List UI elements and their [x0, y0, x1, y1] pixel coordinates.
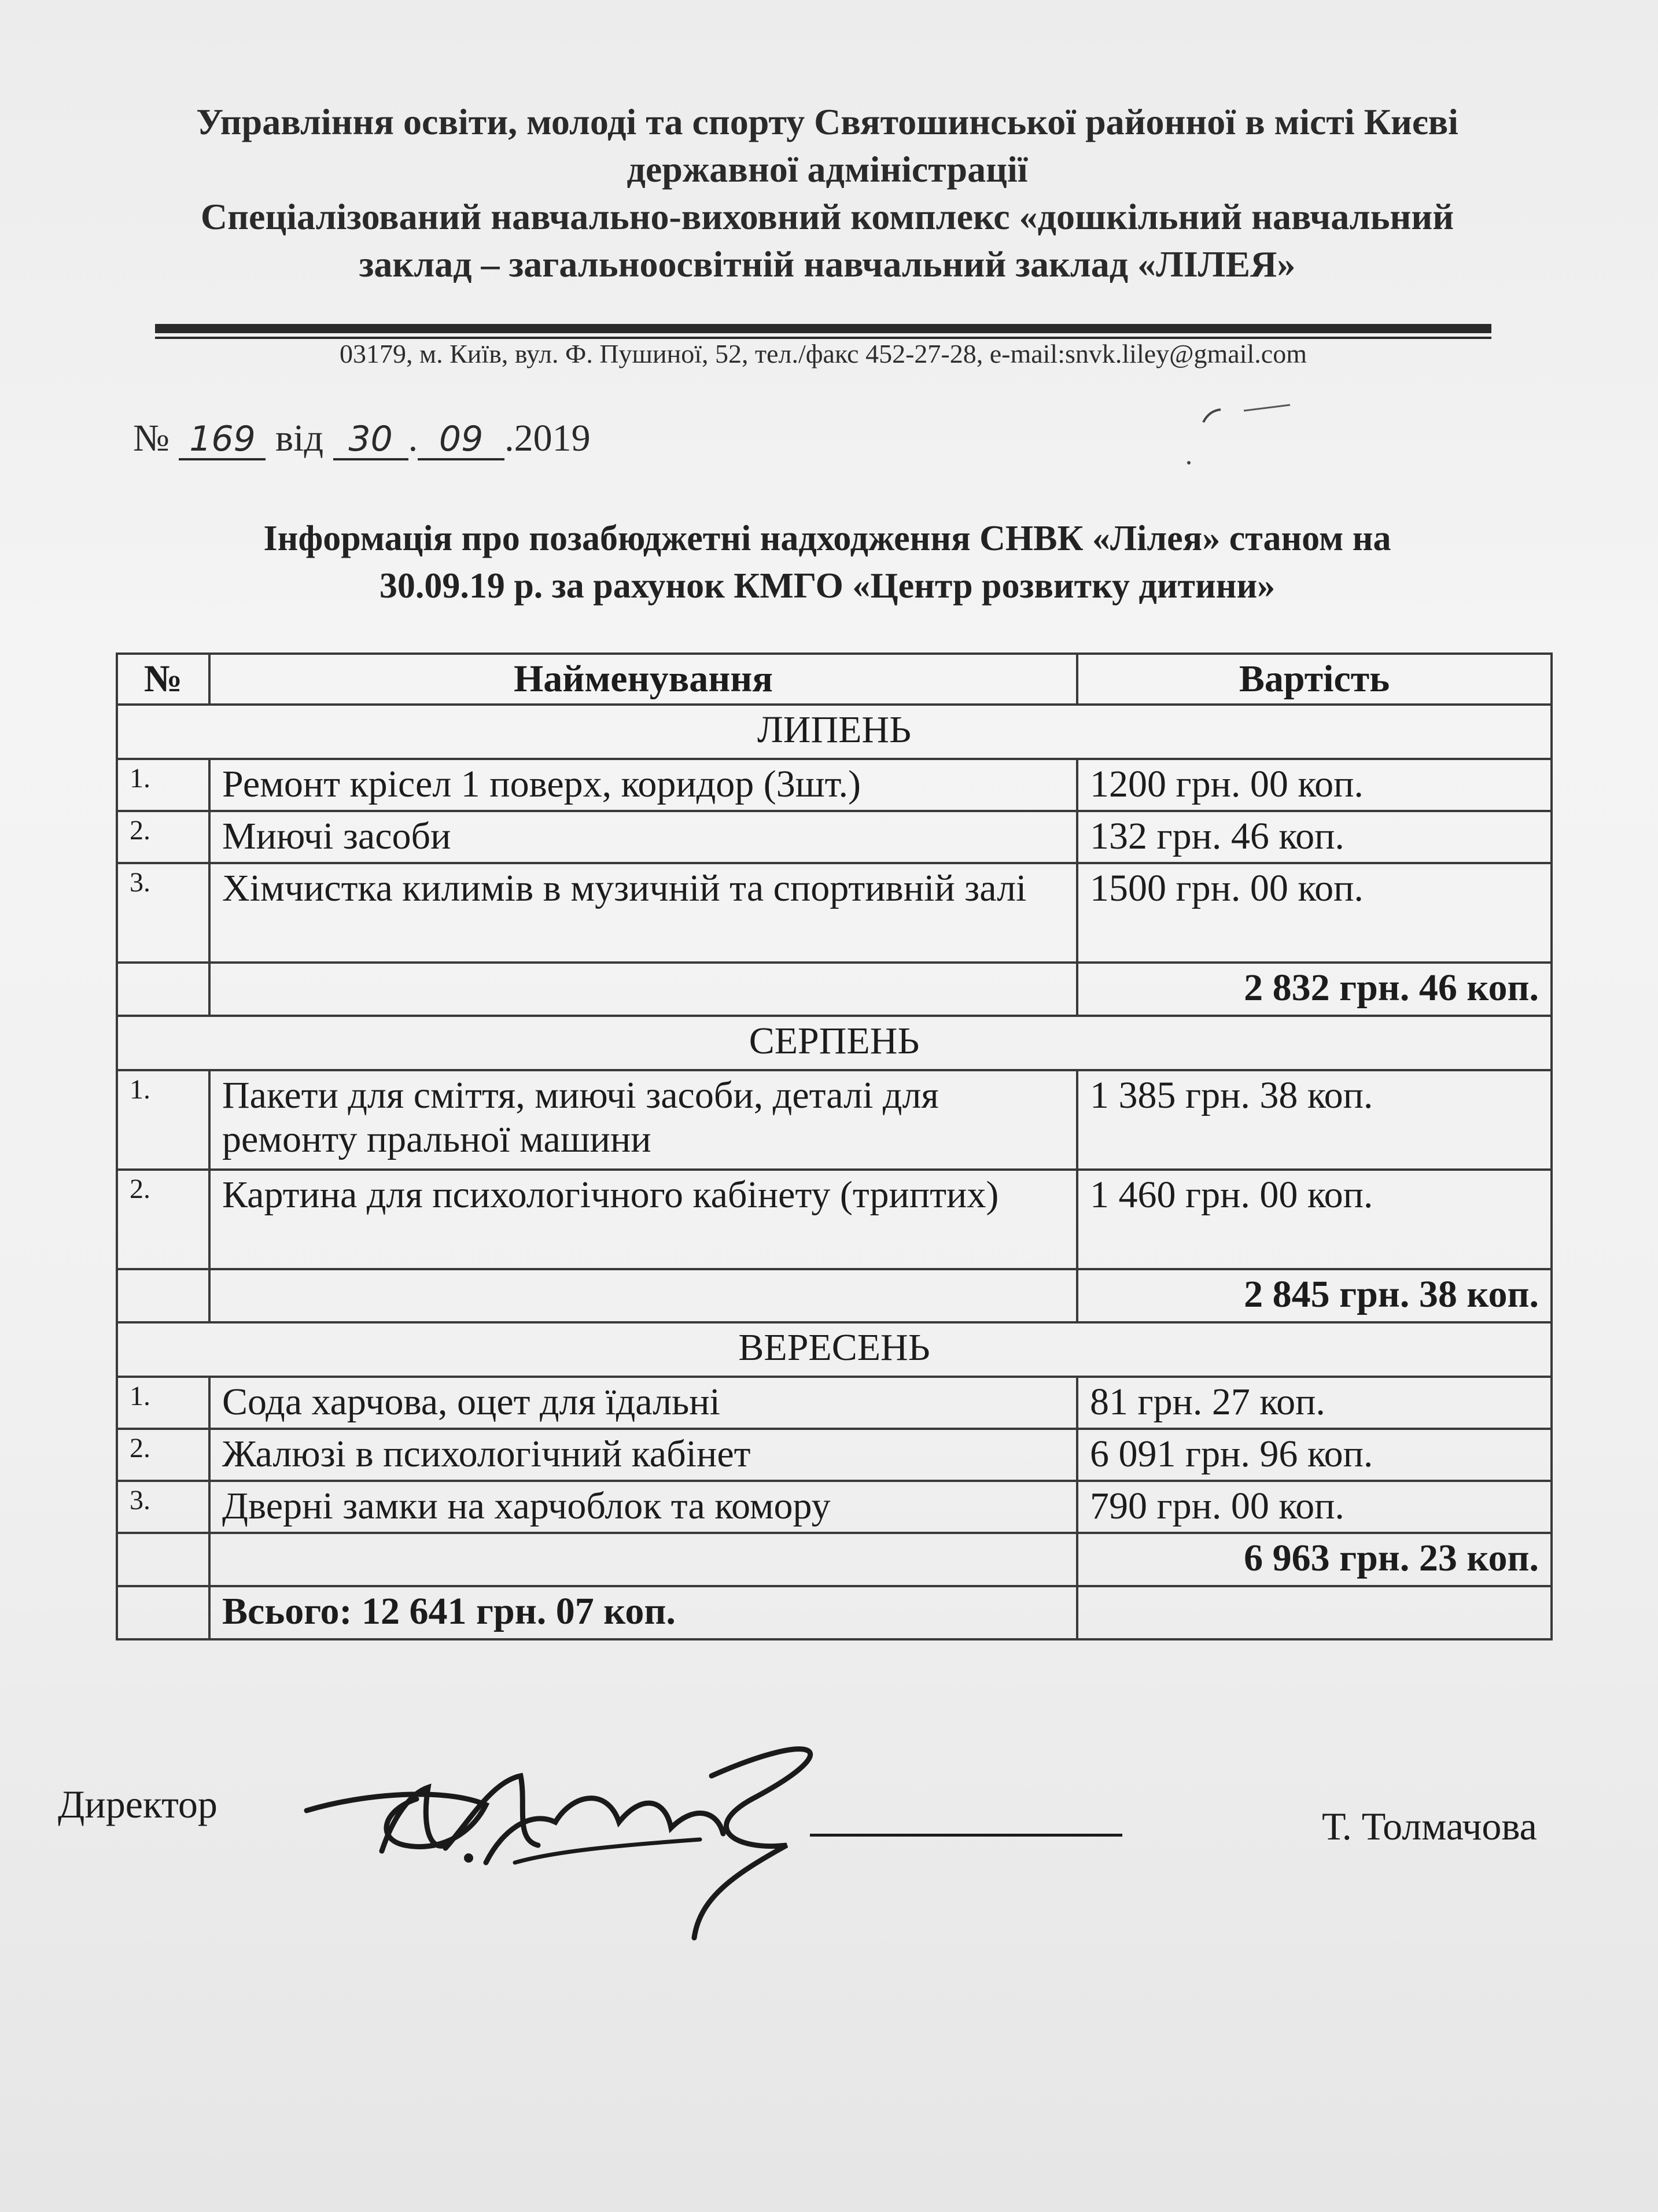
item-name: Картина для психологічного кабінету (триптих)	[209, 1170, 1077, 1269]
item-cost: 81 грн. 27 коп.	[1077, 1377, 1552, 1429]
item-cost: 790 грн. 00 коп.	[1077, 1481, 1552, 1533]
item-name: Жалюзі в психологічний кабінет	[209, 1429, 1077, 1481]
date-year: .2019	[504, 417, 591, 459]
date-month: 09	[418, 420, 504, 460]
letterhead-line-2: державної адміністрації	[627, 149, 1028, 190]
item-name: Пакети для сміття, миючі засоби, деталі для ремонту пральної машини	[209, 1070, 1077, 1170]
item-cost: 132 грн. 46 коп.	[1077, 811, 1552, 863]
month-row	[117, 705, 1552, 759]
document-title	[133, 515, 1521, 610]
grand-total-row	[117, 1586, 1552, 1639]
item-cost: 1500 грн. 00 коп.	[1077, 863, 1552, 963]
subtotal-value: 2 832 грн. 46 коп.	[1077, 963, 1552, 1016]
subtotal-value: 6 963 грн. 23 коп.	[1077, 1533, 1552, 1586]
number-label: №	[133, 417, 170, 459]
table-row	[117, 1481, 1552, 1533]
table-row	[117, 1377, 1552, 1429]
month-heading: ВЕРЕСЕНЬ	[117, 1322, 1552, 1377]
item-name: Хімчистка килимів в музичній та спортивній залі	[209, 863, 1077, 963]
row-number: 2.	[117, 811, 209, 863]
table-row	[117, 1170, 1552, 1269]
item-cost: 1200 грн. 00 коп.	[1077, 759, 1552, 811]
subtotal-row	[117, 1269, 1552, 1322]
letterhead	[133, 98, 1521, 288]
header-name: Найменування	[209, 654, 1077, 705]
letterhead-line-3: Спеціалізований навчально-виховний комплекс «дошкільний навчальний	[200, 196, 1454, 237]
letterhead-rule	[155, 324, 1491, 333]
item-cost: 1 460 грн. 00 коп.	[1077, 1170, 1552, 1269]
date-label: від	[275, 417, 324, 459]
item-name: Сода харчова, оцет для їдальні	[209, 1377, 1077, 1429]
table-header-row	[117, 654, 1552, 705]
registration-line: № 169 від 30 . 09 .2019	[133, 417, 591, 459]
item-name: Дверні замки на харчоблок та комору	[209, 1481, 1077, 1533]
month-row	[117, 1322, 1552, 1377]
document-number: 169	[179, 420, 266, 460]
title-line-1: Інформація про позабюджетні надходження СНВК «Лілея» станом на	[263, 519, 1391, 558]
row-number: 1.	[117, 759, 209, 811]
expenses-table	[116, 652, 1553, 1640]
signature	[295, 1706, 816, 1949]
row-number: 2.	[117, 1170, 209, 1269]
subtotal-row	[117, 963, 1552, 1016]
director-name: Т. Толмачова	[1322, 1804, 1537, 1848]
signature-line	[810, 1834, 1122, 1837]
title-line-2: 30.09.19 р. за рахунок КМГО «Центр розвитку дитини»	[379, 566, 1276, 606]
row-number: 1.	[117, 1070, 209, 1170]
item-cost: 1 385 грн. 38 коп.	[1077, 1070, 1552, 1170]
header-no: №	[117, 654, 209, 705]
letterhead-line-1: Управління освіти, молоді та спорту Святошинської районної в місті Києві	[196, 101, 1458, 142]
table-row	[117, 1070, 1552, 1170]
letterhead-line-4: заклад – загальноосвітній навчальний заклад «ЛІЛЕЯ»	[359, 244, 1296, 285]
grand-total: Всього: 12 641 грн. 07 коп.	[209, 1586, 1077, 1639]
item-cost: 6 091 грн. 96 коп.	[1077, 1429, 1552, 1481]
address-line: 03179, м. Київ, вул. Ф. Пушиної, 52, тел./факс 452-27-28, e-mail:snvk.liley@gmail.com	[340, 339, 1307, 368]
pen-mark	[1186, 388, 1371, 480]
month-row	[117, 1016, 1552, 1070]
header-cost: Вартість	[1077, 654, 1552, 705]
table-row	[117, 811, 1552, 863]
item-name: Миючі засоби	[209, 811, 1077, 863]
item-name: Ремонт крісел 1 поверх, коридор (3шт.)	[209, 759, 1077, 811]
month-heading: СЕРПЕНЬ	[117, 1016, 1552, 1070]
month-heading: ЛИПЕНЬ	[117, 705, 1552, 759]
row-number: 3.	[117, 1481, 209, 1533]
row-number: 2.	[117, 1429, 209, 1481]
table-row	[117, 863, 1552, 963]
subtotal-value: 2 845 грн. 38 коп.	[1077, 1269, 1552, 1322]
subtotal-row	[117, 1533, 1552, 1586]
date-day: 30	[333, 420, 408, 460]
table-row	[117, 1429, 1552, 1481]
row-number: 3.	[117, 863, 209, 963]
table-row	[117, 759, 1552, 811]
row-number: 1.	[117, 1377, 209, 1429]
director-title: Директор	[58, 1782, 218, 1826]
